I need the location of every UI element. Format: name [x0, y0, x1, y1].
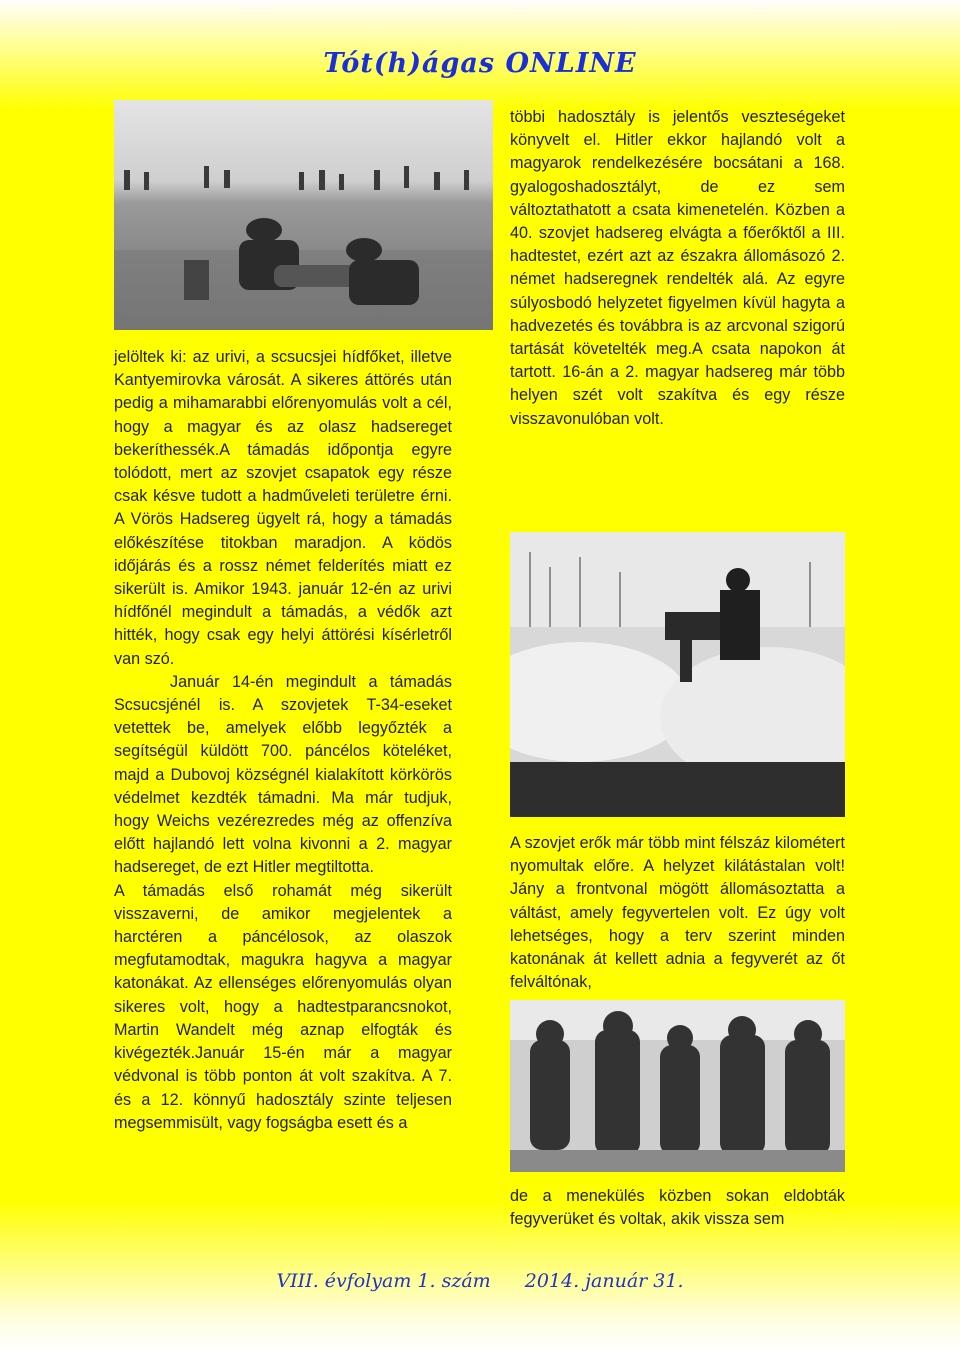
footer-date: 2014. január 31.	[524, 1270, 684, 1292]
right-paragraph-3: de a menekülés közben sokan eldobták fegyverüket és voltak, akik vissza sem	[510, 1187, 845, 1229]
right-column-middle	[510, 832, 845, 994]
photo-winter-retreat	[510, 1000, 845, 1172]
right-column-top	[510, 106, 845, 431]
left-column	[114, 346, 452, 1135]
photo-machine-gun-snow	[510, 532, 845, 817]
photo-battlefield-soldiers	[114, 100, 493, 330]
left-paragraph-3: A támadás első rohamát még sikerült visszaverni, de amikor megjelentek a harctéren a páncélosok, az olaszok megfutamodtak, magukra hagyva a magyar katonákat. Az ellenséges előrenyomulás olyan sikeres volt, hogy a hadtestparancsnokot, Martin Wandelt még aznap elfogták és kivégezték.Január 15-én már a magyar védvonal is több ponton át volt szakítva. A 7. és a 12. könnyű hadosztály szinte teljesen megsemmisült, vagy fogságba esett és a	[114, 881, 452, 1132]
right-paragraph-1: többi hadosztály is jelentős veszteségeket könyvelt el. Hitler ekkor hajlandó volt a magyarok rendelkezésére bocsátani a 168. gyalogoshadosztályt, de ez sem változtathatott a csata kimenetelén. Közben a 40. szovjet hadsereg elvágta a főerőktől a III. hadtestet, ezért azt az északra állomásozó 2. német hadseregnek rendelték alá. Az egyre súlyosbodó helyzetet figyelmen kívül hagyta a hadvezetés és továbbra is az arcvonal szigorú tartását követelték meg.A csata napokon át tartott. 16-án a 2. magyar hadsereg már több helyen szét volt szakítva és egy része visszavonulóban volt.	[510, 108, 845, 428]
right-column-bottom	[510, 1185, 845, 1231]
footer	[0, 1270, 960, 1292]
right-paragraph-2: A szovjet erők már több mint félszáz kilométert nyomultak előre. A helyzet kilátástalan volt! Jány a frontvonal mögött állomásoztatta a váltást, amely fegyvertelen volt. Ez úgy volt lehetséges, hogy a terv szerint minden katonának át kellett adnia a fegyverét az őt felváltónak,	[510, 834, 845, 992]
footer-volume: VIII. évfolyam 1. szám	[276, 1270, 491, 1292]
left-paragraph-1: jelöltek ki: az urivi, a scsucsjei hídfőket, illetve Kantyemirovka városát. A sikeres áttörés után pedig a mihamarabbi előrenyomulás volt a cél, hogy a magyar és az olasz hadsereget bekeríthessék.A támadás időpontja egyre tolódott, mert az szovjet csapatok egy része csak késve tudott a hadműveleti területre érni. A Vörös Hadsereg ügyelt rá, hogy a támadás előkészítése titokban maradjon. A ködös időjárás és a rossz német felderítés miatt ez sikerült is. Amikor 1943. január 12-én az urivi hídfőnél megindult a támadás, a védők azt hitték, hogy csak egy helyi áttörési kísérletről van szó.	[114, 348, 452, 668]
left-paragraph-2: Január 14-én megindult a támadás Scsucsjénél is. A szovjetek T-34-eseket vetettek be, amelyek előbb legyőzték a segítségül küldött 700. páncélos köteléket, majd a Dubovoj községnél kialakított körkörös védelmet kezdték támadni. Ma már tudjuk, hogy Weichs vezérezredes még az offenzíva előtt hajlandó lett volna kivonni a 2. magyar hadsereget, de ezt Hitler megtiltotta.	[114, 672, 452, 877]
masthead-title: Tót(h)ágas ONLINE	[323, 48, 637, 79]
